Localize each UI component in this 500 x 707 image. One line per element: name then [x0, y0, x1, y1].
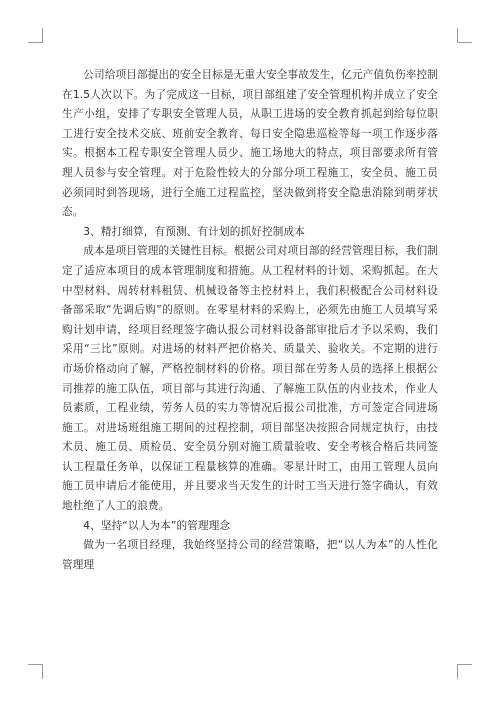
crop-mark-top-left	[28, 28, 43, 43]
crop-mark-bottom-right	[457, 664, 472, 679]
document-body	[62, 66, 438, 575]
paragraph-safety-goal: 公司给项目部提出的安全目标是无重大安全事故发生，亿元产值负伤率控制在1.5人次以下。为了完成这一目标，项目部组建了安全管理机构并成立了安全生产小组，安排了专职安全管理人员，从职工进场的安全教育抓起到给每位职工进行安全技术交底、班前安全教育、每日安全隐患巡检等每一项工作逐步落实。根据本工程专职安全管理人员少、施工场地大的特点，项目部要求所有管理人员参与安全管理。对于危险性较大的分部分项工程施工，安全员、施工员必须同时到答现场，进行全施工过程监控，坚决做到将安全隐患消除到萌芽状态。	[62, 69, 438, 219]
section-heading-cost-control: 3、精打细算，有预测、有计划的抓好控制成本	[83, 225, 305, 238]
crop-mark-bottom-left	[28, 664, 43, 679]
paragraph-cost-management: 成本是项目管理的关键性目标。根据公司对项目部的经营管理目标，我们制定了适应本项目的成本管理制度和措施。从工程材料的计划、采购抓起。在大中型材料、周转材料租赁、机械设备等主控材料上，我们积极配合公司材料设备部采取“先调后购”的原则。在零星材料的采购上，必须先由施工人员填写采购计划申请，经项目经理签字确认报公司材料设备部审批后才予以采购，我们采用“三比”原则。对进场的材料严把价格关、质量关、验收关。不定期的进行市场价格动向了解，严格控制材料的价格。项目部在劳务人员的选择上根据公司推荐的施工队伍，项目部与其进行沟通、了解施工队伍的内业技术，作业人员素质，工程业绩，劳务人员的实力等情况后报公司批准，方可签定合同进场施工。对进场班组施工期间的过程控制，项目部坚决按照合同规定执行，由技术员、施工员、质检员、安全员分别对施工质量验收、安全考核合格后共同签认工程量任务单，以保证工程量核算的准确。零星计时工，由用工管理人员向施工员申请后才能使用，并且要求当天发生的计时工当天进行签字确认，有效地杜绝了人工的浪费。	[62, 245, 438, 513]
section-heading-people-oriented: 4、坚持“以人为本”的管理理念	[83, 519, 231, 532]
paragraph-project-manager: 做为一名项目经理，我始终坚持公司的经营策略，把“以人为本”的人性化管理理	[62, 539, 438, 571]
crop-mark-top-right	[457, 28, 472, 43]
